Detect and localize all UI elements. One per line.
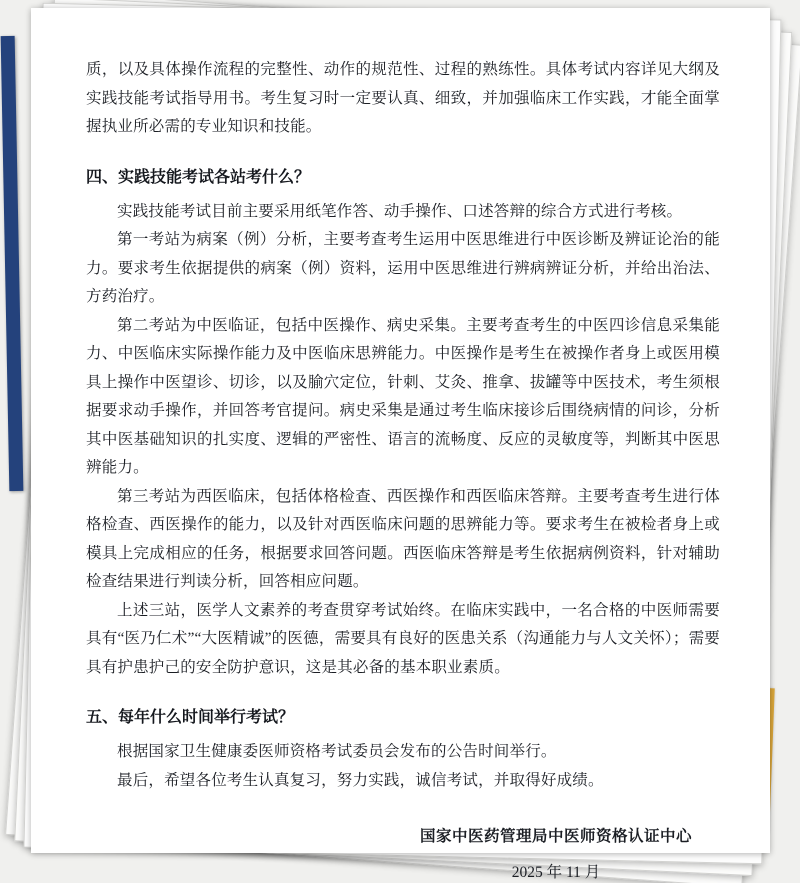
section-4-paragraph-1: 实践技能考试目前主要采用纸笔作答、动手操作、口述答辩的综合方式进行考核。 [117, 202, 683, 220]
section-5-paragraph-1: 根据国家卫生健康委医师资格考试委员会发布的公告时间举行。 [117, 743, 557, 760]
issue-date: 2025 年 11 月 [511, 864, 601, 881]
signature-block [420, 819, 692, 883]
issuing-authority: 国家中医药管理局中医师资格认证中心 [419, 828, 692, 845]
section-4-paragraph-4: 第三考站为西医临床，包括体格检查、西医操作和西医临床答辩。主要考查考生进行体格检查、西医操作的能力，以及针对西医临床问题的思辨能力等。要求考生在被检者身上或模具上完成相应的任务，根据要求回答问题。西医临床答辩是考生依据病例资料，针对辅助检查结果进行判读分析，回答相应问题。 [86, 487, 720, 590]
document-body [86, 56, 720, 883]
section-5-heading: 五、每年什么时间举行考试？ [86, 709, 295, 726]
intro-paragraph: 质，以及具体操作流程的完整性、动作的规范性、过程的熟练性。具体考试内容详见大纲及实践技能考试指导用书。考生复习时一定要认真、细致，并加强临床工作实践，才能全面掌握执业所必需的专业知识和技能。 [86, 61, 720, 135]
section-5-paragraph-2: 最后，希望各位考生认真复习，努力实践，诚信考试，并取得好成绩。 [117, 771, 604, 789]
section-4-paragraph-3: 第二考站为中医临证，包括中医操作、病史采集。主要考查考生的中医四诊信息采集能力、中医临床实际操作能力及中医临床思辨能力。中医操作是考生在被操作者身上或医用模具上操作中医望诊、切诊，以及腧穴定位，针刺、艾灸、推拿、拔罐等中医技术，考生须根据要求动手操作，并回答考官提问。病史采集是通过考生临床接诊后围绕病情的问诊，分析其中医基础知识的扎实度、逻辑的严密性、语言的流畅度、反应的灵敏度等，判断其中医思辨能力。 [86, 316, 720, 476]
section-4-heading: 四、实践技能考试各站考什么？ [86, 168, 311, 186]
blue-cover-edge [1, 36, 24, 491]
section-4-paragraph-2: 第一考站为病案（例）分析，主要考查考生运用中医思维进行中医诊断及辨证论治的能力。要求考生依据提供的病案（例）资料，运用中医思维进行辨病辨证分析，并给出治法、方药治疗。 [86, 231, 720, 305]
section-4-paragraph-5: 上述三站，医学人文素养的考查贯穿考试始终。在临床实践中，一名合格的中医师需要具有“医乃仁术”“大医精诚”的医德，需要具有良好的医患关系（沟通能力与人文关怀）；需要具有护患护己的安全防护意识，这是其必备的基本职业素质。 [86, 601, 720, 676]
document-page [31, 8, 770, 881]
